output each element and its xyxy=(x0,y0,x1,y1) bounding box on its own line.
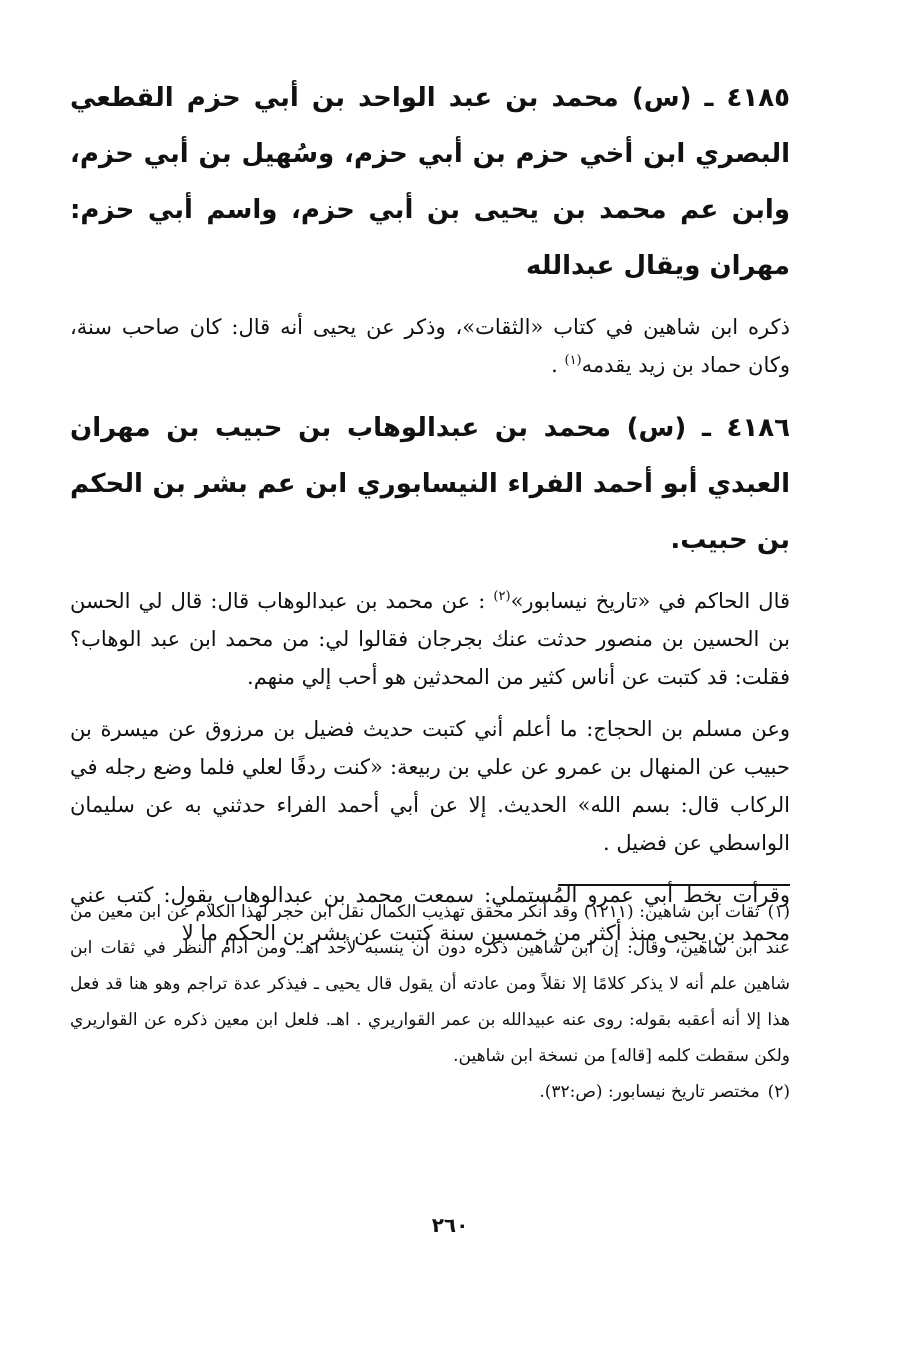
footnotes-section xyxy=(70,894,790,1110)
footnote-divider xyxy=(558,884,790,886)
page-number: ٢٦٠ xyxy=(431,1213,469,1237)
entry-heading-4186 xyxy=(70,400,790,568)
footnote-1 xyxy=(70,894,790,1074)
footnote-text-1: ثقات ابن شاهين: (١٢١١) وقد أنكر محقق تهذيب الكمال نقل ابن حجر لهذا الكلام عن ابن معين من عند ابن شاهين، وقال: إن ابن شاهين ذكره دون أن ينسبه لأحد اهـ. ومن أدام النظر في ثقات ابن شاهين علم أنه لا يذكر كلامًا إلا نقلاً ومن عادته أن يقول قال يحيى ـ فيذكر عدة تراجم وهو هنا قد فعل هذا إلا أنه أعقبه بقوله: روى عنه عبيدالله بن عمر القواريري . اهـ. فلعل ابن معين ذكره عن القواريري ولكن سقطت كلمه [قاله] من نسخة ابن شاهين. xyxy=(70,902,790,1066)
entry-paragraph-4186-1 xyxy=(70,582,790,696)
footnote-ref-2: (٢) xyxy=(493,589,511,604)
entry-heading-text-4185: ـ (س) محمد بن عبد الواحد بن أبي حزم القطعي البصري ابن أخي حزم بن أبي حزم، وسُهيل بن أبي حزم، وابن عم محمد بن يحيى بن أبي حزم، واسم أبي حزم: مهران ويقال عبدالله xyxy=(70,83,790,281)
entry-body-text-4185: ذكره ابن شاهين في كتاب «الثقات»، وذكر عن يحيى أنه قال: كان صاحب سنة، وكان حماد بن زيد يقدمه xyxy=(70,315,790,377)
footnote-mark-2: (٢) xyxy=(767,1082,790,1102)
entry-heading-4185 xyxy=(70,70,790,294)
footnote-2 xyxy=(70,1074,790,1110)
footnote-text-2: مختصر تاريخ نيسابور: (ص:٣٢). xyxy=(539,1082,760,1102)
entry-number-4185: ٤١٨٥ xyxy=(726,83,790,113)
paragraph-text-b: : عن محمد بن عبدالوهاب قال: قال لي الحسن بن الحسين بن منصور حدثت عنك بجرجان فقالوا لي: من محمد ابن عبد الوهاب؟ فقلت: قد كتبت عن أناس كثير من المحدثين هو أحب إلي منهم. xyxy=(70,589,790,689)
page-body xyxy=(70,70,790,952)
entry-paragraph-4186-2: وعن مسلم بن الحجاج: ما أعلم أني كتبت حديث فضيل بن مرزوق عن ميسرة بن حبيب عن المنهال بن عمرو عن علي بن ربيعة: «كنت ردفًا لعلي فلما وضع رجله في الركاب قال: بسم الله» الحديث. إلا عن أبي أحمد الفراء حدثني به عن سليمان الواسطي عن فضيل . xyxy=(70,717,790,855)
footnote-ref-1: (١) xyxy=(564,353,582,368)
entry-paragraph-4186-3: وقرأت بخط أبي عمرو المُستملي: سمعت محمد بن عبدالوهاب يقول: كتب عني محمد بن يحيى منذ أكثر من خمسين سنة كتبت عن بشر بن الحكم ما لا xyxy=(70,883,790,945)
paragraph-text-a: قال الحاكم في «تاريخ نيسابور» xyxy=(510,589,791,613)
entry-heading-text-4186: ـ (س) محمد بن عبدالوهاب بن حبيب بن مهران العبدي أبو أحمد الفراء النيسابوري ابن عم بشر بن الحكم بن حبيب. xyxy=(70,413,790,555)
entry-number-4186: ٤١٨٦ xyxy=(726,413,790,443)
footnote-mark-1: (١) xyxy=(767,902,790,922)
entry-paragraph-4185 xyxy=(70,308,790,384)
entry-body-end-4185: . xyxy=(551,353,565,377)
